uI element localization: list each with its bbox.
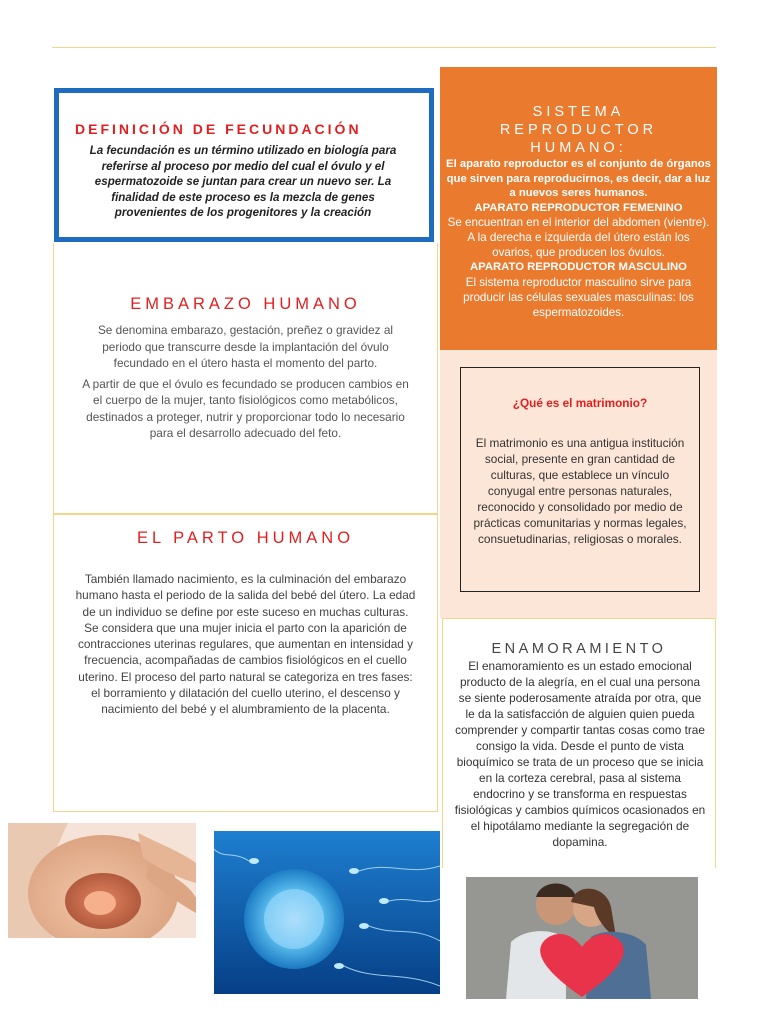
embarazo-title: EMBARAZO HUMANO — [130, 295, 361, 313]
femenino-text: Se encuentran en el interior del abdomen (vientre). A la derecha e izquierda del útero están los ovarios, que producen los óvulos. — [447, 216, 710, 259]
enamoramiento-box — [442, 618, 716, 868]
couple-image — [466, 877, 698, 999]
fecundacion-title: DEFINICIÓN DE FECUNDACIÓN — [75, 121, 362, 137]
embarazo-paragraph-1: Se denomina embarazo, gestación, preñez o gravidez al periodo que transcurre desde la implantación del óvulo fecundado en el útero hasta el momento del parto. — [97, 323, 394, 370]
sistema-reproductor-intro: El aparato reproductor es el conjunto de órganos que sirven para reproducirnos, es decir, dar a luz a nuevos seres humanos. — [446, 158, 711, 199]
sistema-reproductor-box — [440, 67, 717, 350]
matrimonio-question: ¿Qué es el matrimonio? — [512, 396, 648, 410]
top-divider — [52, 47, 716, 48]
parto-title: EL PARTO HUMANO — [136, 529, 355, 547]
femenino-heading: APARATO REPRODUCTOR FEMENINO — [474, 201, 683, 214]
fecundacion-text: La fecundación es un término utilizado en biología para referirse al proceso por medio del cual el óvulo y el espermatozoide se juntan para crear un nuevo ser. La finalidad de este proceso es la mezcla de genes provenientes de los progenitores y la creación — [89, 144, 397, 219]
parto-text: También llamado nacimiento, es la culminación del embarazo humano hasta el periodo de la salida del bebé del útero. La edad de un individuo se define por este suceso en muchas culturas. Se considera que una mujer inicia el parto con la aparición de contracciones uterinas regulares, que aumentan en intensidad y frecuencia, acompañadas de cambios fisiológicos en el cuello uterino. El proceso del parto natural se categoriza en tres fases: el borramiento y dilatación del cuello uterino, el descenso y nacimiento del bebé y el alumbramiento de la placenta. — [75, 572, 416, 717]
sistema-reproductor-title: SISTEMA REPRODUCTOR HUMANO: — [499, 104, 658, 156]
masculino-text: El sistema reproductor masculino sirve para producir las células sexuales masculinas: los espermatozoides. — [463, 275, 694, 319]
masculino-heading: APARATO REPRODUCTOR MASCULINO — [470, 261, 687, 273]
matrimonio-text: El matrimonio es una antigua institución social, presente en gran cantidad de culturas, que establece un vínculo conyugal entre personas naturales, reconocido y consolidado por medio de prácticas comunitarias y normas legales, consuetudinarias, religiosas o morales. — [473, 436, 687, 546]
enamoramiento-title: ENAMORAMIENTO — [491, 641, 667, 657]
fertilization-image — [214, 831, 440, 994]
pregnancy-image — [8, 823, 196, 938]
fecundacion-box — [54, 88, 434, 242]
embarazo-paragraph-2: A partir de que el óvulo es fecundado se producen cambios en el cuerpo de la mujer, tanto fisiológicos como metabólicos, destinados a proteger, nutrir y proporcionar todo lo necesario para el desarrollo adecuado del feto. — [82, 376, 409, 440]
matrimonio-box — [460, 367, 700, 592]
embarazo-box — [53, 243, 438, 514]
embarazo-text — [78, 322, 413, 446]
parto-box — [53, 514, 438, 812]
enamoramiento-text: El enamoramiento es un estado emocional producto de la alegría, en el cual una persona se siente poderosamente atraída por otra, que le da la satisfacción de alguien quien pueda comprender y compartir tantas cosas como trae consigo la vida. Desde el punto de vista bioquímico se trata de un proceso que se inicia en la corteza cerebral, pasa al sistema endocrino y se transforma en respuestas fisiológicas y cambios químicos ocasionados en el hipotálamo mediante la segregación de dopamina. — [454, 659, 706, 849]
